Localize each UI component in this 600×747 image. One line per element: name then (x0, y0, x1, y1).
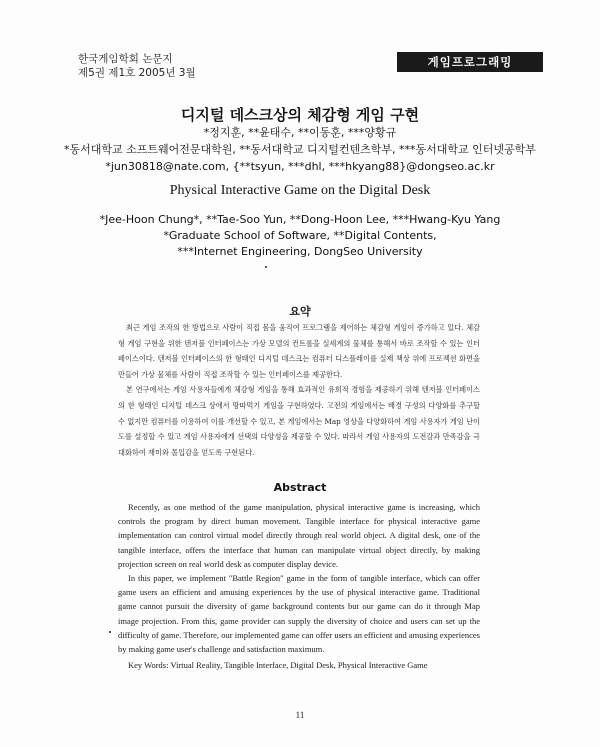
scan-speck (265, 266, 267, 268)
affiliations-korean: *동서대학교 소프트웨어전문대학원, **동서대학교 디지털컨텐츠학부, ***동서대학교 인터넷공학부 (64, 143, 536, 156)
abstract-heading: Abstract (273, 481, 327, 494)
title-korean: 디지털 데스크상의 체감형 게임 구현 (180, 106, 420, 124)
author-block-english (0, 212, 600, 260)
affiliation-english-line1: *Graduate School of Software, **Digital Contents, (163, 229, 437, 242)
keywords: Key Words: Virtual Reality, Tangible Interface, Digital Desk, Physical Interactive Game (128, 660, 428, 670)
abstract-english (118, 500, 480, 656)
affiliation-english-line2: ***Internet Engineering, DongSeo University (177, 245, 423, 258)
abstract-paragraph: In this paper, we implement "Battle Region" game in the form of tangible interface, which can offer game users an efficient and amusing experiences by the use of physical interactive game. Traditional game cannot pursuit the diversity of game background contents but our game can do it through Map image projection. From this, game provider can supply the diversity of choice and users can set up the difficulty of game. Therefore, our implemented game can offer users an efficient and amusing experiences by making game user's challenge and satisfaction maximum. (118, 573, 480, 655)
scan-speck (109, 631, 111, 633)
summary-paragraph: 최근 게임 조작의 한 방법으로 사람이 직접 몸을 움직여 프로그램을 제어하는 체감형 게임이 증가하고 있다. 체감형 게임 구현을 위한 텐저블 인터페이스는 가상 모델의 컨트롤을 실세계의 물체를 통해서 바로 조작할 수 있는 인터페이스이다. 텐저블 인터페이스의 한 형태인 디지털 데스크는 컴퓨터 디스플레이를 실제 책상 위에 프로젝션 화면을 만들어 가상 물체를 사람이 직접 조작할 수 있는 인터페이스를 제공한다. (118, 323, 480, 379)
authors-korean: *정지훈, **윤태수, **이동훈, ***양황규 (203, 126, 397, 139)
page-number: 11 (295, 710, 305, 720)
authors-english: *Jee-Hoon Chung*, **Tae-Soo Yun, **Dong-Hoon Lee, ***Hwang-Kyu Yang (99, 213, 501, 226)
author-block-korean (0, 124, 600, 175)
summary-korean (118, 320, 480, 460)
summary-heading: 요약 (289, 305, 311, 318)
author-emails: *jun30818@nate.com, {**tsyun, ***dhl, ***hkyang88}@dongseo.ac.kr (105, 160, 495, 173)
journal-name: 한국게임학회 논문지 (78, 53, 173, 65)
journal-header (78, 52, 196, 80)
section-badge: 게임프로그래밍 (397, 52, 543, 72)
abstract-paragraph: Recently, as one method of the game manipulation, physical interactive game is increasing, which controls the program by direct human movement. Tangible interface for physical interactive game implementation can control virtual model directly through real world object. A digital desk, one of the tangible interface, offers the interface that human can manipulate virtual object directly, by making projection screen on real world desk as computer display device. (118, 502, 480, 569)
summary-paragraph: 본 연구에서는 게임 사용자들에게 체감형 게임을 통해 효과적인 유희적 경험을 제공하기 위해 텐저블 인터페이스의 한 형태인 디지털 데스크 상에서 땅따먹기 게임을 구현하였다. 고전의 게임에서는 배경 구성의 다양화를 추구할 수 없지만 컴퓨터를 이용하여 이를 개선할 수 있고, 본 게임에서는 Map 영상을 다양화하여 게임 사용자가 게임 난이도를 설정할 수 있고 게임 사용자에게 선택의 다양성을 제공할 수 있다. 따라서 게임 사용자의 도전감과 만족감을 극대화하여 재미와 몰입감을 얻도록 구현된다. (118, 385, 480, 457)
journal-issue: 제5권 제1호 2005년 3월 (78, 67, 196, 79)
title-english: Physical Interactive Game on the Digital Desk (169, 183, 431, 198)
